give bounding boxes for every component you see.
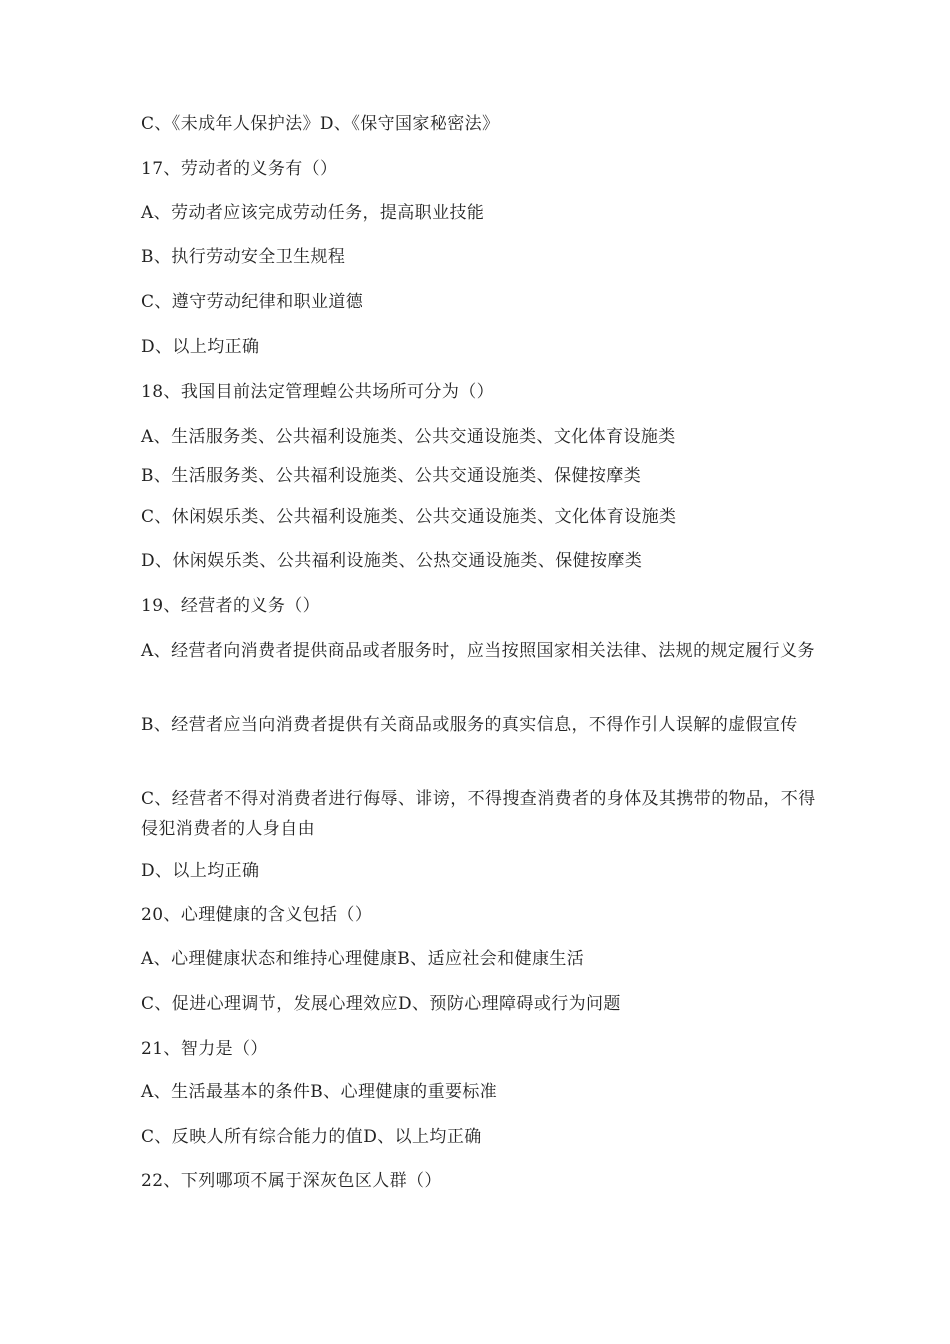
- answer-option-line: D、以上均正确: [141, 337, 260, 357]
- answer-option-line: B、生活服务类、公共福利设施类、公共交通设施类、保健按摩类: [141, 466, 642, 486]
- answer-option-line: A、经营者向消费者提供商品或者服务时，应当按照国家相关法律、法规的规定履行义务: [141, 641, 815, 661]
- answer-option-line: A、生活最基本的条件B、心理健康的重要标准: [141, 1082, 498, 1102]
- answer-option-line: B、经营者应当向消费者提供有关商品或服务的真实信息，不得作引人误解的虚假宣传: [141, 715, 798, 735]
- answer-option-line: C、经营者不得对消费者进行侮辱、诽谤，不得搜查消费者的身体及其携带的物品，不得侵犯消费者的人身自由: [141, 789, 816, 839]
- question-line: 18、我国目前法定管理蝗公共场所可分为（）: [141, 382, 495, 402]
- question-line: 22、下列哪项不属于深灰色区人群（）: [141, 1171, 442, 1191]
- answer-option-line: A、劳动者应该完成劳动任务，提高职业技能: [141, 203, 485, 223]
- answer-option-line: B、执行劳动安全卫生规程: [141, 247, 346, 267]
- answer-option-line: D、休闲娱乐类、公共福利设施类、公热交通设施类、保健按摩类: [141, 551, 643, 571]
- answer-option-line: A、生活服务类、公共福利设施类、公共交通设施类、文化体育设施类: [141, 427, 676, 447]
- answer-option-line: C、休闲娱乐类、公共福利设施类、公共交通设施类、文化体育设施类: [141, 507, 677, 527]
- answer-option-line: C、《未成年人保护法》D、《保守国家秘密法》: [141, 114, 500, 134]
- question-line: 19、经营者的义务（）: [141, 596, 321, 616]
- answer-option-line: C、反映人所有综合能力的值D、以上均正确: [141, 1127, 482, 1147]
- question-line: 20、心理健康的含义包括（）: [141, 905, 373, 925]
- answer-option-line: A、心理健康状态和维持心理健康B、适应社会和健康生活: [141, 949, 585, 969]
- question-line: 21、智力是（）: [141, 1039, 268, 1059]
- answer-option-line: D、以上均正确: [141, 861, 260, 881]
- answer-option-line: C、促进心理调节，发展心理效应D、预防心理障碍或行为问题: [141, 994, 621, 1014]
- question-line: 17、劳动者的义务有（）: [141, 159, 338, 179]
- answer-option-line: C、遵守劳动纪律和职业道德: [141, 292, 364, 312]
